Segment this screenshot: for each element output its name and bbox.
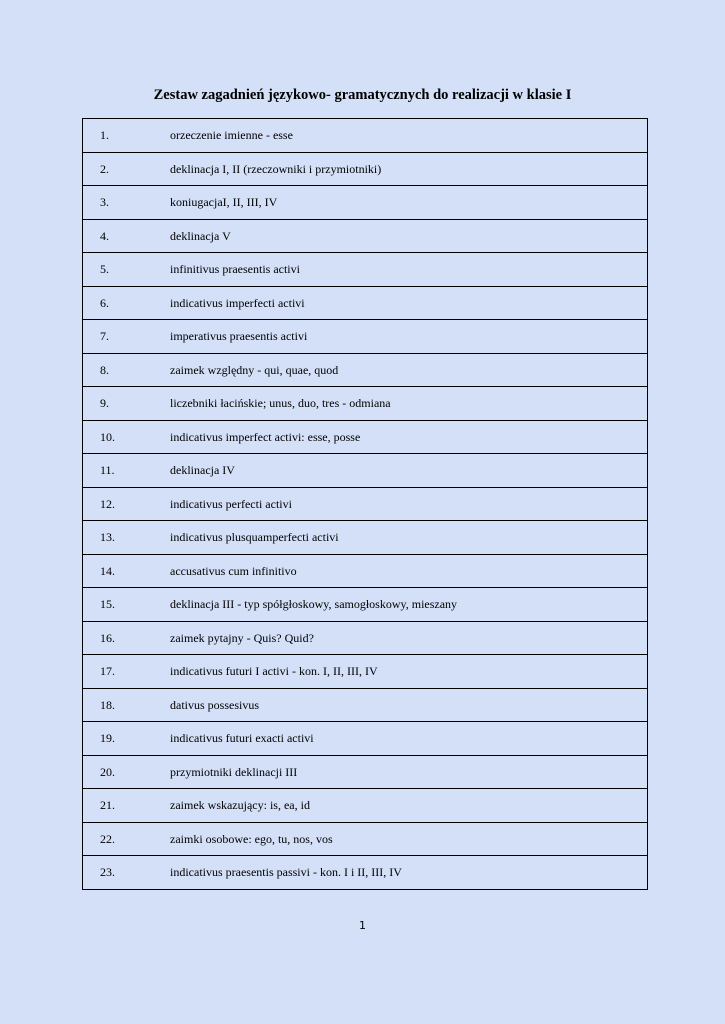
table-row [83,655,648,689]
topic-text: liczebniki łacińskie; unus, duo, tres - odmiana [170,387,648,421]
topic-text: deklinacja V [170,219,648,253]
topic-text: dativus possesivus [170,688,648,722]
topic-number: 19. [83,722,171,756]
topic-number: 1. [83,119,171,153]
table-row [83,253,648,287]
topic-number: 7. [83,320,171,354]
topic-text: koniugacjaI, II, III, IV [170,186,648,220]
topic-text: indicativus plusquamperfecti activi [170,521,648,555]
topic-number: 3. [83,186,171,220]
topic-text: deklinacja III - typ spółgłoskowy, samogłoskowy, mieszany [170,588,648,622]
table-row [83,521,648,555]
topic-text: przymiotniki deklinacji III [170,755,648,789]
table-row [83,722,648,756]
table-row [83,152,648,186]
topic-number: 12. [83,487,171,521]
topic-text: indicativus praesentis passivi - kon. I i II, III, IV [170,856,648,890]
topic-number: 18. [83,688,171,722]
page-number: 1 [359,919,366,932]
topic-text: deklinacja I, II (rzeczowniki i przymiotniki) [170,152,648,186]
topic-text: indicativus perfecti activi [170,487,648,521]
topic-text: zaimek wskazujący: is, ea, id [170,789,648,823]
table-row [83,320,648,354]
topic-number: 22. [83,822,171,856]
topic-number: 8. [83,353,171,387]
table-row [83,353,648,387]
topic-number: 20. [83,755,171,789]
topic-number: 11. [83,454,171,488]
topic-text: deklinacja IV [170,454,648,488]
topic-text: imperativus praesentis activi [170,320,648,354]
topic-number: 2. [83,152,171,186]
table-row [83,186,648,220]
topic-text: zaimki osobowe: ego, tu, nos, vos [170,822,648,856]
topic-number: 17. [83,655,171,689]
topic-number: 13. [83,521,171,555]
table-row [83,286,648,320]
table-row [83,420,648,454]
topic-text: indicativus futuri I activi - kon. I, II, III, IV [170,655,648,689]
topic-text: zaimek względny - qui, quae, quod [170,353,648,387]
topic-number: 16. [83,621,171,655]
topic-text: orzeczenie imienne - esse [170,119,648,153]
topic-number: 14. [83,554,171,588]
table-row [83,454,648,488]
topic-text: accusativus cum infinitivo [170,554,648,588]
topic-number: 5. [83,253,171,287]
topics-table [82,118,648,890]
topic-number: 21. [83,789,171,823]
topic-number: 15. [83,588,171,622]
table-row [83,219,648,253]
topic-text: zaimek pytajny - Quis? Quid? [170,621,648,655]
topic-number: 10. [83,420,171,454]
topic-number: 6. [83,286,171,320]
table-row [83,856,648,890]
table-row [83,789,648,823]
topic-number: 4. [83,219,171,253]
table-row [83,621,648,655]
topic-text: indicativus imperfecti activi [170,286,648,320]
table-row [83,755,648,789]
table-row [83,487,648,521]
table-row [83,688,648,722]
table-row [83,554,648,588]
document-title: Zestaw zagadnień językowo- gramatycznych do realizacji w klasie I [153,87,572,103]
topic-text: indicativus imperfect activi: esse, posse [170,420,648,454]
table-row [83,822,648,856]
topic-number: 9. [83,387,171,421]
table-row [83,119,648,153]
topic-text: infinitivus praesentis activi [170,253,648,287]
table-row [83,387,648,421]
topics-table-body [83,119,648,890]
table-row [83,588,648,622]
topic-number: 23. [83,856,171,890]
topic-text: indicativus futuri exacti activi [170,722,648,756]
